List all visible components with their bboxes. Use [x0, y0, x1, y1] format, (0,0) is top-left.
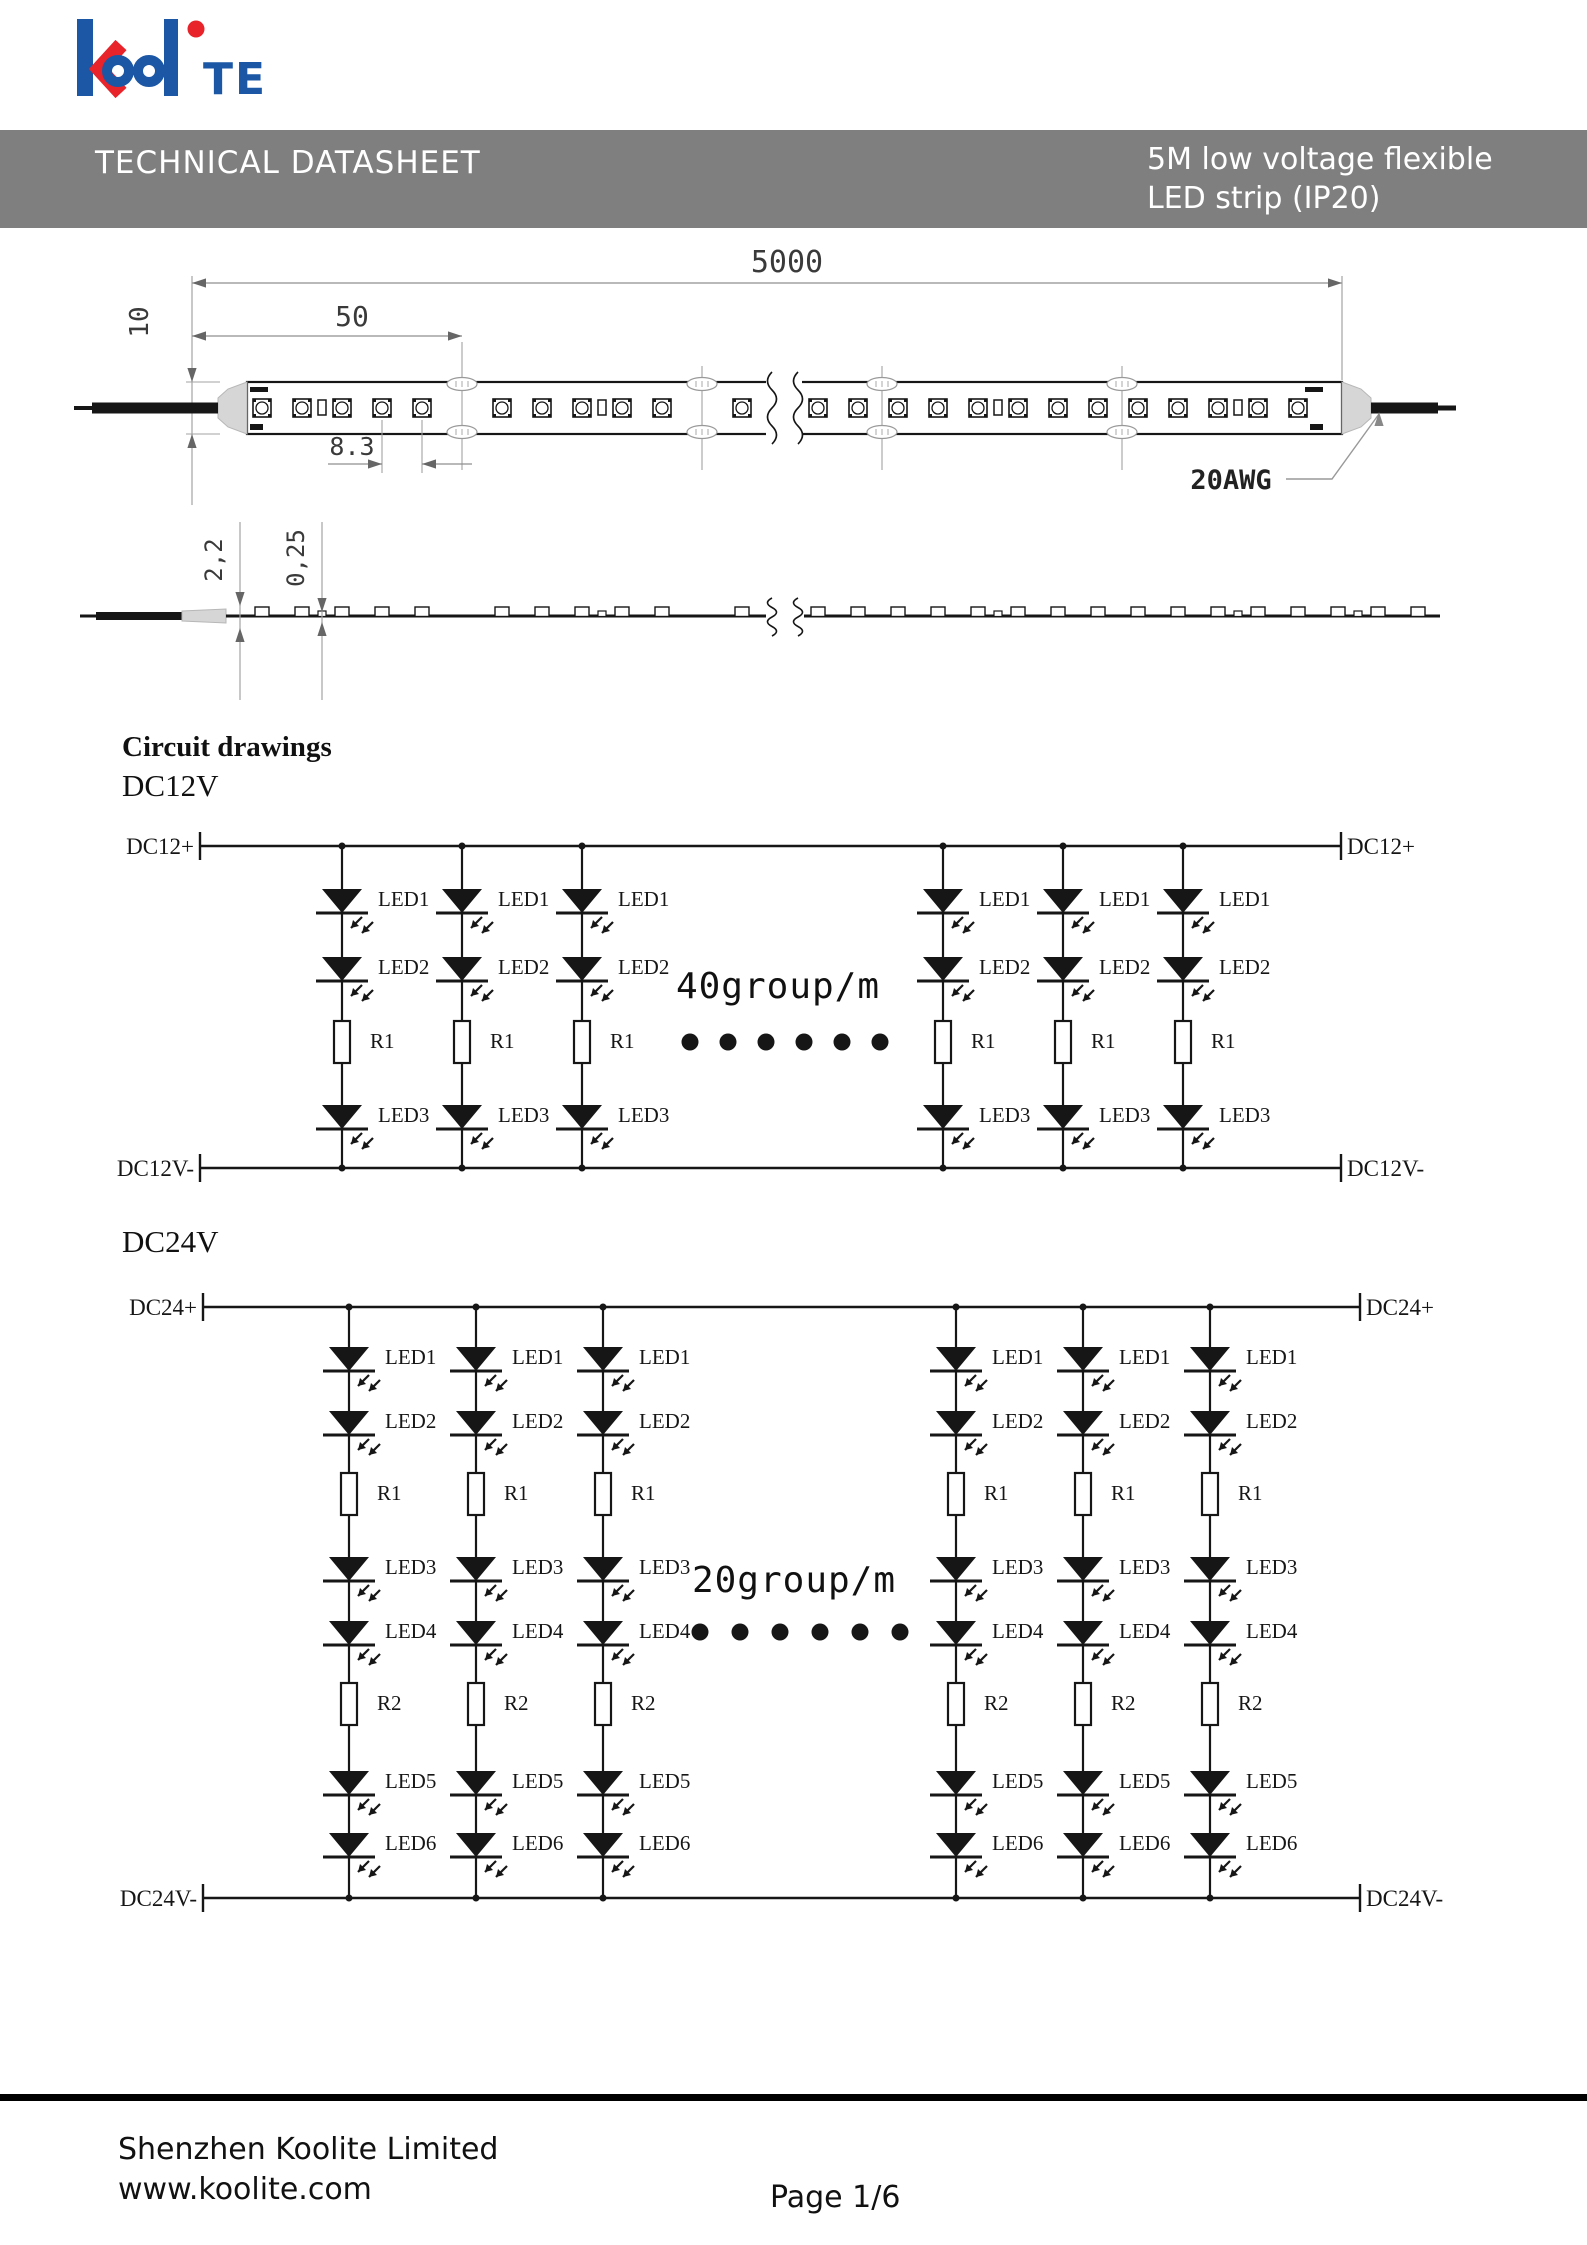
led-symbol — [1184, 1409, 1297, 1455]
led-label: LED3 — [1219, 1103, 1271, 1127]
dimension-5000 — [192, 245, 1342, 505]
led-label: LED1 — [1119, 1345, 1171, 1369]
led-package — [889, 399, 907, 417]
led-symbol — [1184, 1555, 1297, 1601]
wire-gauge-label: 20AWG — [1190, 465, 1272, 496]
led-symbol — [436, 955, 549, 1001]
led-package — [1169, 399, 1187, 417]
led-symbol — [1157, 887, 1270, 933]
rail-label-pos-left: DC24+ — [129, 1295, 197, 1320]
break-symbol-top — [766, 372, 803, 444]
led-symbol — [577, 1619, 691, 1665]
led-symbol — [450, 1831, 563, 1877]
circuit-dc12v — [117, 832, 1424, 1182]
resistor-label: R1 — [504, 1481, 529, 1505]
led-label: LED4 — [512, 1619, 564, 1643]
led-symbol — [1184, 1619, 1298, 1665]
resistor-label: R1 — [984, 1481, 1009, 1505]
resistor-symbol — [1202, 1683, 1263, 1725]
led-label: LED1 — [618, 887, 670, 911]
led-symbol — [577, 1409, 690, 1455]
led-symbol — [450, 1769, 563, 1815]
led-label: LED3 — [639, 1555, 691, 1579]
led-package — [1249, 399, 1267, 417]
led-label: LED2 — [979, 955, 1031, 979]
led-label: LED1 — [498, 887, 550, 911]
led-symbol — [930, 1769, 1043, 1815]
led-label: LED3 — [1119, 1555, 1171, 1579]
led-symbol — [556, 955, 669, 1001]
led-symbol — [316, 1103, 429, 1149]
led-label: LED2 — [385, 1409, 437, 1433]
resistor-symbol — [595, 1473, 656, 1515]
rail-label-neg-left: DC24V- — [119, 1886, 197, 1911]
circuit-drawings-heading: Circuit drawings — [122, 731, 332, 763]
circuit-branch — [556, 843, 669, 1172]
led-label: LED4 — [385, 1619, 437, 1643]
led-symbol — [1057, 1555, 1170, 1601]
resistor-symbol — [935, 1021, 996, 1063]
dimension-10 — [125, 306, 220, 448]
led-label: LED2 — [378, 955, 430, 979]
led-package — [293, 399, 311, 417]
resistor-symbol — [1075, 1683, 1136, 1725]
led-symbol — [1037, 887, 1150, 933]
led-label: LED6 — [639, 1831, 691, 1855]
led-label: LED6 — [1246, 1831, 1298, 1855]
circuit-branch — [917, 843, 1030, 1172]
circuit-branch — [930, 1304, 1044, 1902]
led-symbol — [323, 1769, 436, 1815]
resistor-symbol — [948, 1473, 1009, 1515]
led-package — [1009, 399, 1027, 417]
resistor-symbol — [341, 1473, 402, 1515]
led-symbol — [917, 1103, 1030, 1149]
dim-height-label: 2,2 — [200, 538, 228, 582]
led-label: LED3 — [512, 1555, 564, 1579]
led-symbol — [436, 887, 549, 933]
circuit-branch — [1037, 843, 1150, 1172]
group-density-label — [692, 1560, 896, 1601]
resistor-label: R1 — [490, 1029, 515, 1053]
header-title: TECHNICAL DATASHEET — [95, 145, 481, 181]
led-symbol — [450, 1619, 564, 1665]
led-label: LED1 — [512, 1345, 564, 1369]
resistor-label: R1 — [370, 1029, 395, 1053]
led-label: LED1 — [979, 887, 1031, 911]
led-label: LED6 — [992, 1831, 1044, 1855]
strip-top-view — [74, 245, 1456, 505]
resistor-package — [1234, 400, 1242, 415]
circuit-branch — [436, 843, 549, 1172]
circuit-branch — [1157, 843, 1270, 1172]
resistor-package — [318, 400, 326, 415]
led-symbol — [1157, 1103, 1270, 1149]
resistor-label: R1 — [1091, 1029, 1116, 1053]
led-symbol — [316, 955, 429, 1001]
resistor-symbol — [468, 1683, 529, 1725]
group-label: 40group/m — [675, 966, 881, 1007]
resistor-symbol — [1075, 1473, 1136, 1515]
led-package — [333, 399, 351, 417]
led-symbol — [1057, 1831, 1170, 1877]
led-package — [1049, 399, 1067, 417]
footer-company: Shenzhen Koolite Limited — [118, 2132, 499, 2167]
resistor-label: R1 — [1238, 1481, 1263, 1505]
rail-negative — [120, 1884, 1443, 1912]
led-label: LED2 — [512, 1409, 564, 1433]
rail-label-pos-left: DC12+ — [126, 834, 194, 859]
resistor-package — [598, 400, 606, 415]
led-label: LED5 — [385, 1769, 437, 1793]
resistor-label: R2 — [1111, 1691, 1136, 1715]
led-symbol — [577, 1769, 690, 1815]
led-symbol — [930, 1555, 1043, 1601]
resistor-symbol — [1055, 1021, 1116, 1063]
resistor-label: R1 — [631, 1481, 656, 1505]
led-symbol — [323, 1831, 436, 1877]
logo-te: TE — [203, 54, 268, 105]
led-symbol — [450, 1409, 563, 1455]
led-label: LED3 — [618, 1103, 670, 1127]
end-cap-left — [218, 382, 247, 434]
led-package — [969, 399, 987, 417]
footer-rule — [0, 2094, 1587, 2101]
led-symbol — [323, 1345, 436, 1391]
continuation-dots — [692, 1624, 909, 1641]
led-label: LED6 — [385, 1831, 437, 1855]
led-symbol — [1057, 1409, 1170, 1455]
dim-width-label: 10 — [125, 306, 155, 338]
side-cap-left — [182, 609, 226, 623]
circuit-branch — [323, 1304, 437, 1902]
led-label: LED3 — [1246, 1555, 1298, 1579]
led-label: LED4 — [1246, 1619, 1298, 1643]
led-symbol — [323, 1409, 436, 1455]
dc12v-heading: DC12V — [122, 768, 219, 803]
resistor-label: R2 — [504, 1691, 529, 1715]
led-symbol — [930, 1831, 1043, 1877]
led-symbol — [577, 1555, 690, 1601]
dim-pitch-label: 8.3 — [329, 432, 375, 461]
led-package — [253, 399, 271, 417]
resistor-symbol — [334, 1021, 395, 1063]
resistor-symbol — [1175, 1021, 1236, 1063]
led-label: LED3 — [1099, 1103, 1151, 1127]
resistor-symbol — [1202, 1473, 1263, 1515]
continuation-dots — [682, 1034, 889, 1051]
rail-label-neg-right: DC12V- — [1347, 1156, 1425, 1181]
resistor-symbol — [595, 1683, 656, 1725]
resistor-symbol — [454, 1021, 515, 1063]
led-label: LED4 — [1119, 1619, 1171, 1643]
led-symbol — [930, 1409, 1043, 1455]
led-label: LED2 — [1246, 1409, 1298, 1433]
rail-negative — [117, 1154, 1424, 1182]
resistor-label: R2 — [377, 1691, 402, 1715]
led-label: LED5 — [992, 1769, 1044, 1793]
header-subtitle-line2: LED strip (IP20) — [1147, 181, 1381, 216]
group-density-label — [676, 966, 880, 1007]
led-package — [413, 399, 431, 417]
led-label: LED2 — [1219, 955, 1271, 979]
dc24v-heading: DC24V — [122, 1224, 219, 1259]
dim-length-label: 5000 — [750, 245, 824, 280]
led-symbol — [436, 1103, 549, 1149]
resistor-symbol — [341, 1683, 402, 1725]
led-symbol — [1037, 1103, 1150, 1149]
led-label: LED6 — [512, 1831, 564, 1855]
led-label: LED6 — [1119, 1831, 1171, 1855]
led-label: LED2 — [992, 1409, 1044, 1433]
resistor-label: R1 — [1211, 1029, 1236, 1053]
led-package — [1289, 399, 1307, 417]
led-symbol — [1057, 1345, 1170, 1391]
led-package — [1089, 399, 1107, 417]
rail-label-pos-right: DC24+ — [1366, 1295, 1434, 1320]
led-package — [929, 399, 947, 417]
led-symbol — [1157, 955, 1270, 1001]
circuit-branch — [1057, 1304, 1171, 1902]
led-label: LED3 — [385, 1555, 437, 1579]
resistor-label: R1 — [610, 1029, 635, 1053]
header-subtitle-line1: 5M low voltage flexible — [1147, 142, 1493, 177]
led-symbol — [1057, 1619, 1171, 1665]
led-label: LED2 — [639, 1409, 691, 1433]
circuit-branch — [577, 1304, 691, 1902]
led-symbol — [316, 887, 429, 933]
led-package — [573, 399, 591, 417]
led-label: LED1 — [639, 1345, 691, 1369]
led-package — [493, 399, 511, 417]
resistor-label: R2 — [984, 1691, 1009, 1715]
led-label: LED1 — [1246, 1345, 1298, 1369]
led-label: LED3 — [992, 1555, 1044, 1579]
led-package — [809, 399, 827, 417]
strip-side-view — [80, 522, 1440, 700]
led-package — [1129, 399, 1147, 417]
circuit-branch — [450, 1304, 564, 1902]
led-label: LED2 — [1099, 955, 1151, 979]
dimension-50 — [192, 300, 462, 341]
led-package — [533, 399, 551, 417]
resistor-symbol — [468, 1473, 529, 1515]
led-symbol — [577, 1831, 690, 1877]
group-label: 20group/m — [691, 1560, 897, 1601]
led-label: LED5 — [1246, 1769, 1298, 1793]
led-label: LED5 — [639, 1769, 691, 1793]
break-symbol-side — [766, 598, 803, 636]
led-package — [1209, 399, 1227, 417]
resistor-package — [994, 400, 1002, 415]
led-label: LED5 — [512, 1769, 564, 1793]
rail-positive — [126, 832, 1415, 860]
footer-website: www.koolite.com — [118, 2172, 372, 2207]
led-label: LED1 — [378, 887, 430, 911]
led-symbol — [1184, 1345, 1297, 1391]
led-symbol — [556, 1103, 669, 1149]
led-package — [653, 399, 671, 417]
led-label: LED1 — [1099, 887, 1151, 911]
led-label: LED1 — [385, 1345, 437, 1369]
led-symbol — [1184, 1769, 1297, 1815]
led-symbol — [1184, 1831, 1297, 1877]
dim-thickness-label: 0,25 — [282, 529, 310, 587]
led-symbol — [917, 887, 1030, 933]
led-label: LED2 — [1119, 1409, 1171, 1433]
led-label: LED4 — [992, 1619, 1044, 1643]
footer-page-number: Page 1/6 — [770, 2180, 901, 2215]
resistor-symbol — [574, 1021, 635, 1063]
led-symbol — [450, 1555, 563, 1601]
led-label: LED1 — [1219, 887, 1271, 911]
led-label: LED4 — [639, 1619, 691, 1643]
led-label: LED5 — [1119, 1769, 1171, 1793]
circuit-branch — [316, 843, 429, 1172]
resistor-label: R1 — [1111, 1481, 1136, 1505]
led-package — [849, 399, 867, 417]
led-symbol — [930, 1619, 1044, 1665]
led-label: LED3 — [498, 1103, 550, 1127]
rail-label-neg-right: DC24V- — [1366, 1886, 1444, 1911]
led-symbol — [1037, 955, 1150, 1001]
led-package — [733, 399, 751, 417]
led-package — [613, 399, 631, 417]
led-label: LED1 — [992, 1345, 1044, 1369]
end-cap-right — [1342, 382, 1371, 434]
resistor-label: R2 — [1238, 1691, 1263, 1715]
led-symbol — [930, 1345, 1043, 1391]
dim-group-label: 50 — [335, 300, 369, 333]
led-symbol — [917, 955, 1030, 1001]
rail-positive — [129, 1293, 1434, 1321]
rail-label-neg-left: DC12V- — [116, 1156, 194, 1181]
resistor-label: R2 — [631, 1691, 656, 1715]
led-label: LED3 — [979, 1103, 1031, 1127]
resistor-label: R1 — [377, 1481, 402, 1505]
resistor-symbol — [948, 1683, 1009, 1725]
led-label: LED2 — [618, 955, 670, 979]
circuit-dc24v — [120, 1293, 1443, 1912]
led-package — [373, 399, 391, 417]
led-symbol — [323, 1619, 437, 1665]
led-symbol — [450, 1345, 563, 1391]
led-symbol — [556, 887, 669, 933]
led-symbol — [323, 1555, 436, 1601]
circuit-branch — [1184, 1304, 1298, 1902]
led-label: LED3 — [378, 1103, 430, 1127]
led-label: LED2 — [498, 955, 550, 979]
rail-label-pos-right: DC12+ — [1347, 834, 1415, 859]
led-symbol — [577, 1345, 690, 1391]
led-symbol — [1057, 1769, 1170, 1815]
resistor-label: R1 — [971, 1029, 996, 1053]
